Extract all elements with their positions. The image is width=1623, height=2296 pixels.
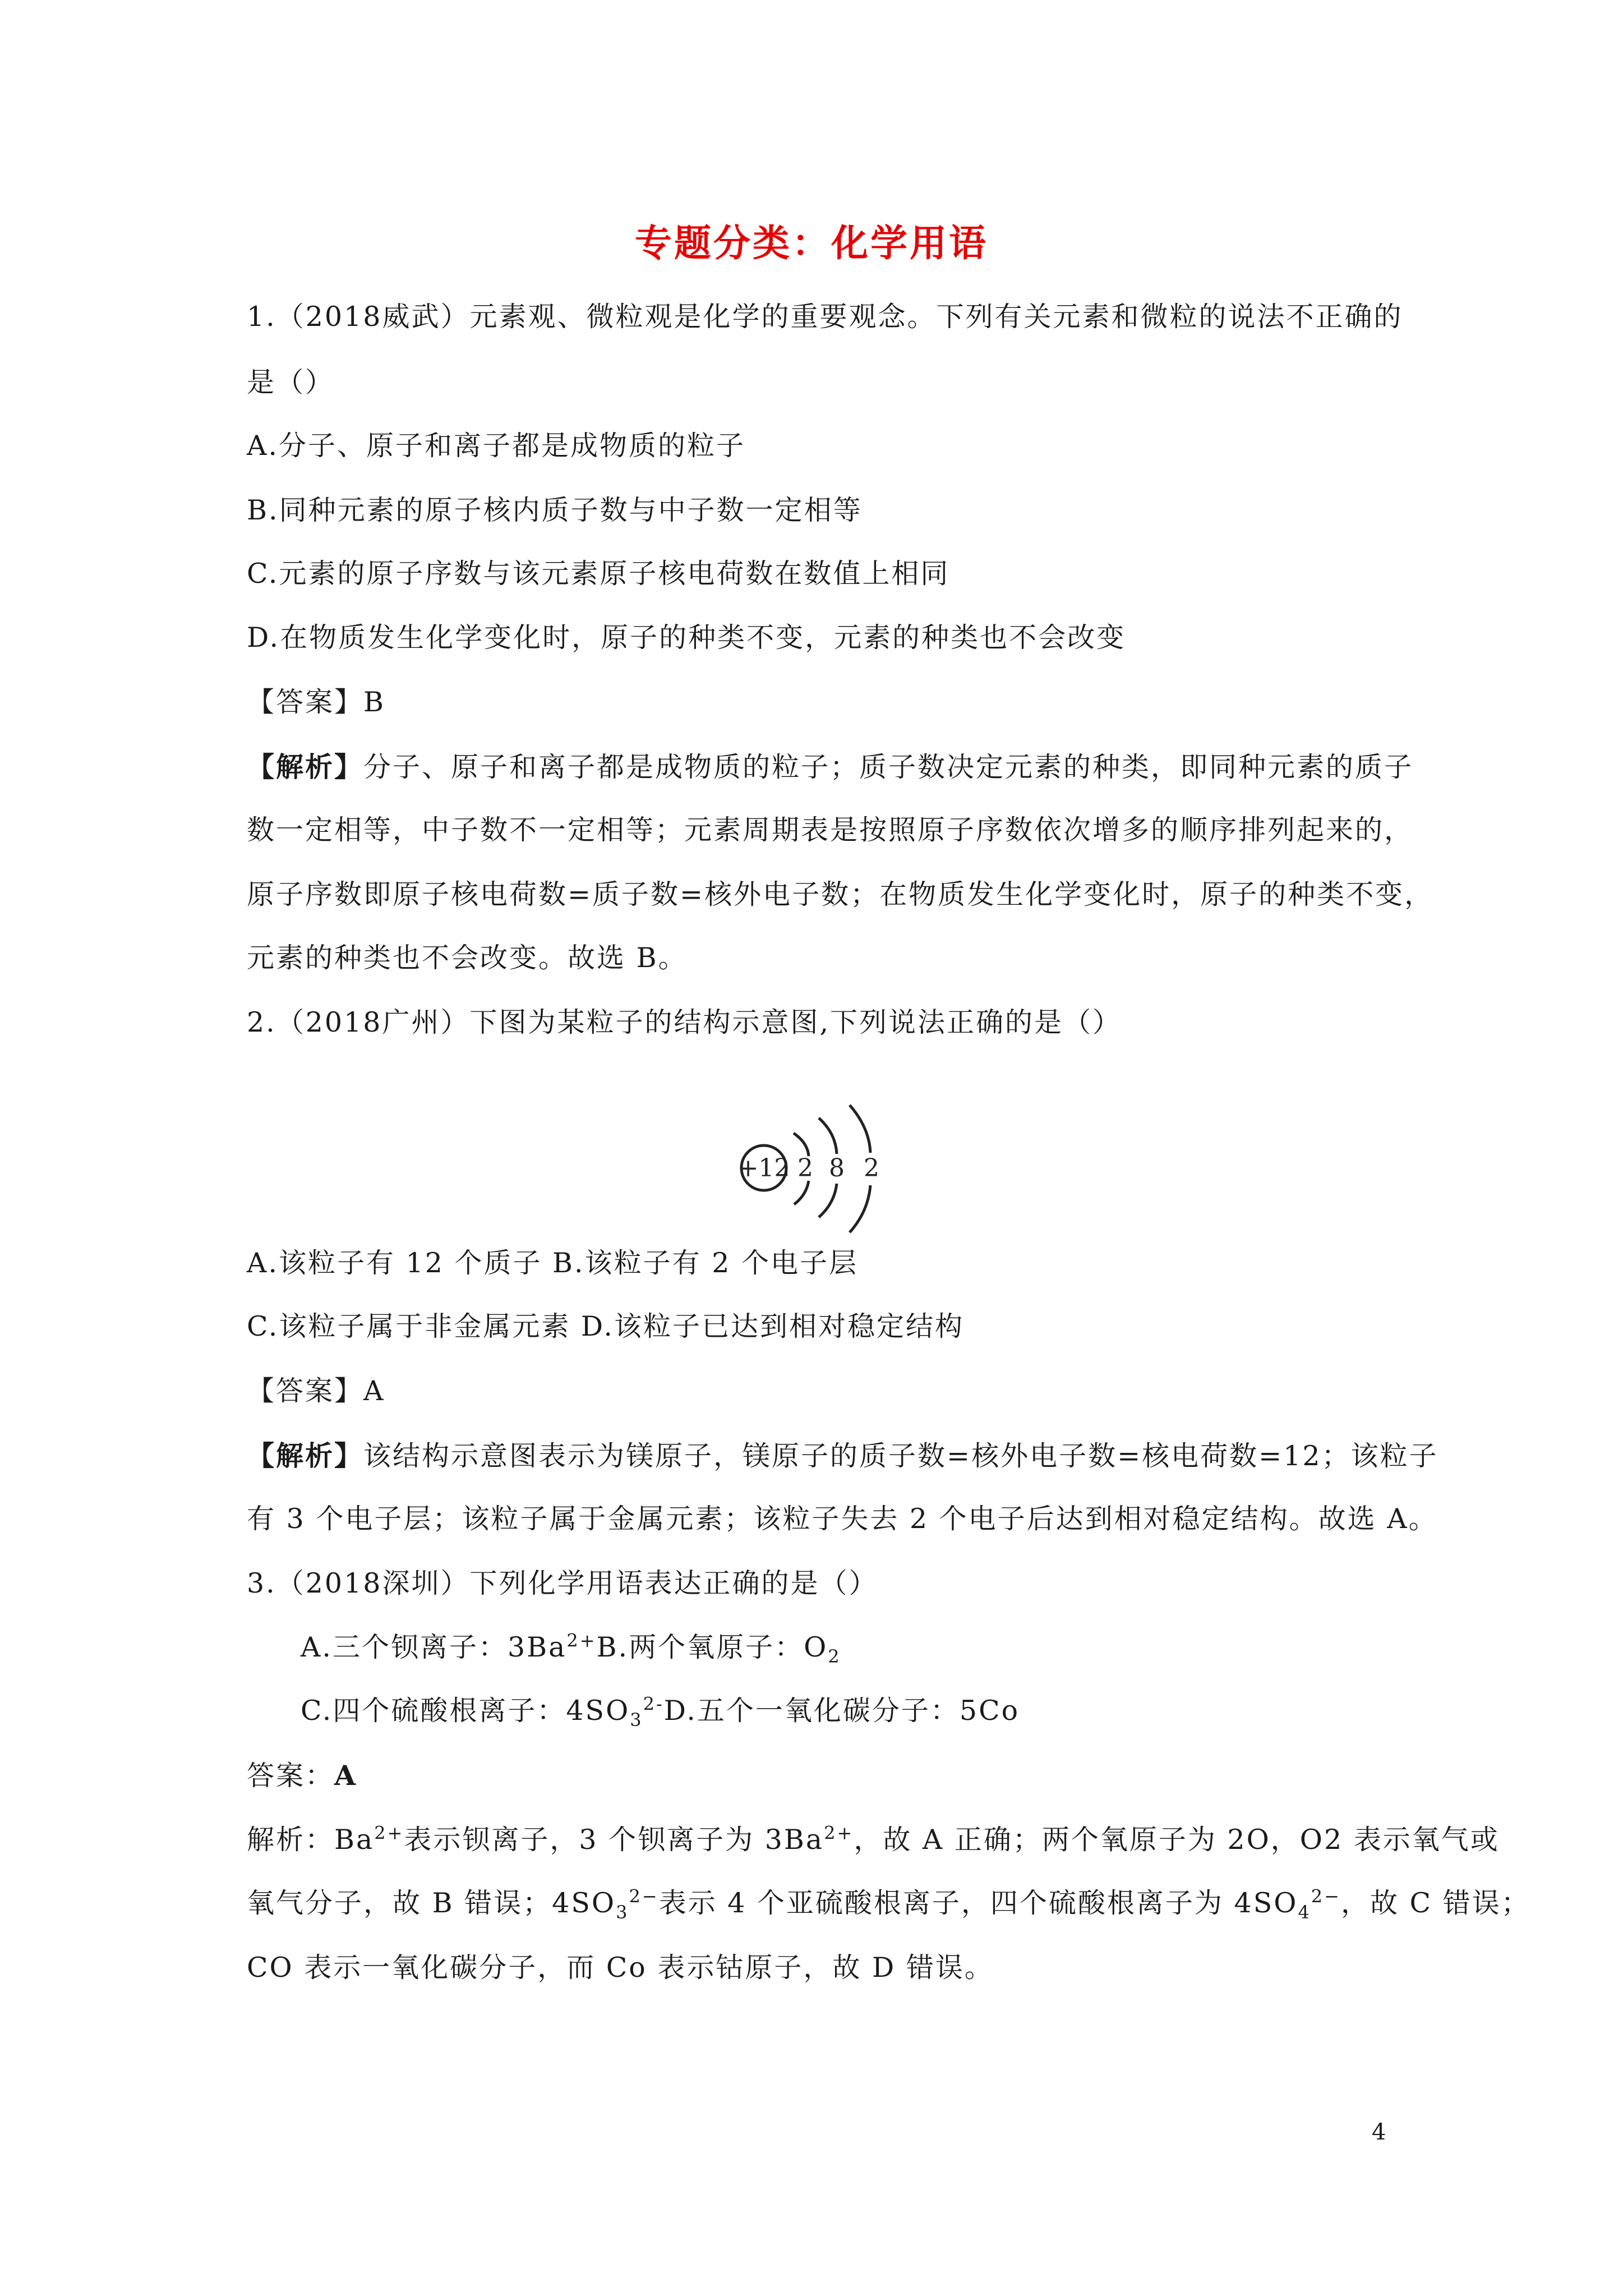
q3-answer-value: A: [334, 1759, 358, 1792]
q3-option-c-charge: 2-: [643, 1693, 664, 1715]
q3-option-c-subscript: 3: [630, 1709, 643, 1731]
q1-stem-line1: 1.（2018威武）元素观、微粒观是化学的重要观念。下列有关元素和微粒的说法不正确的: [247, 301, 1403, 333]
shell-arc-3-bottom: [850, 1185, 870, 1232]
q3-option-c: C.四个硫酸根离子：4SO: [301, 1695, 630, 1727]
q3-options-cd: [301, 1693, 1020, 1731]
q2-options-ab: A.该粒子有 12 个质子 B.该粒子有 2 个电子层: [247, 1247, 858, 1279]
q1-option-d: D.在物质发生化学变化时，原子的种类不变，元素的种类也不会改变: [247, 622, 1126, 654]
q3-analysis-line1: 解析：$Ba^{2+}$表示钡离子，3 个钡离子为 $3Ba^{2+}$，故 A 正确；两个氧原子为 2O，O2 表示氧气或: [247, 1822, 1500, 1856]
q1-option-b: B.同种元素的原子核内质子数与中子数一定相等: [247, 494, 863, 526]
q1-answer: 【答案】B: [247, 686, 386, 718]
page-title: 专题分类：化学用语: [635, 222, 988, 265]
q2-analysis-line1: [247, 1439, 1438, 1473]
q3-option-b-subscript: 2: [828, 1645, 841, 1667]
q1-stem-line2: 是（）: [247, 366, 335, 398]
shell-3-electrons: 2: [864, 1154, 879, 1182]
shell-1-electrons: 2: [797, 1154, 813, 1182]
nucleus-charge: +12: [737, 1154, 790, 1182]
shell-arc-2-bottom: [819, 1184, 837, 1217]
q3-stem: 3.（2018深圳）下列化学用语表达正确的是（）: [247, 1567, 878, 1599]
q3-option-b: B.两个氧原子：O: [596, 1631, 828, 1663]
q3-option-a-charge: 2+: [566, 1630, 597, 1651]
q3-analysis-line2: 氧气分子，故 B 错误；$4SO_3^{2-}$表示 4 个亚硫酸根离子，四个硫酸根离子为 $4SO_4^{2-}$，故 C 错误；: [247, 1885, 1530, 1923]
q2-analysis-label: 【解析】: [247, 1439, 364, 1472]
q1-option-a: A.分子、原子和离子都是成物质的粒子: [247, 430, 745, 462]
q1-option-c: C.元素的原子序数与该元素原子核电荷数在数值上相同: [247, 558, 950, 590]
q1-analysis-line1: [247, 750, 1413, 784]
q1-analysis-line4: 元素的种类也不会改变。故选 B。: [247, 942, 688, 974]
q1-analysis-line2: 数一定相等，中子数不一定相等；元素周期表是按照原子序数依次增多的顺序排列起来的，: [247, 814, 1414, 846]
page-number: 4: [1372, 2119, 1386, 2145]
q3-option-a: A.三个钡离子：3Ba: [301, 1631, 567, 1663]
q2-stem: 2.（2018广州）下图为某粒子的结构示意图,下列说法正确的是（）: [247, 1006, 1122, 1038]
shell-arc-3-top: [850, 1105, 870, 1153]
q1-analysis-line3: 原子序数即原子核电荷数=质子数=核外电子数；在物质发生化学变化时，原子的种类不变，: [247, 878, 1434, 910]
q2-analysis-text1: 该结构示意图表示为镁原子，镁原子的质子数=核外电子数=核电荷数=12；该粒子: [363, 1440, 1438, 1472]
shell-arc-1-bottom: [794, 1181, 809, 1204]
q3-option-d: D.五个一氧化碳分子：5Co: [663, 1695, 1020, 1727]
shell-arc-2-top: [819, 1118, 837, 1154]
q3-options-ab: [301, 1630, 841, 1667]
q2-answer: 【答案】A: [247, 1375, 385, 1407]
q3-analysis-line3: CO 表示一氧化碳分子，而 Co 表示钴原子，故 D 错误。: [247, 1952, 994, 1984]
shell-2-electrons: 8: [829, 1154, 845, 1182]
q1-analysis-text1: 分子、原子和离子都是成物质的粒子；质子数决定元素的种类，即同种元素的质子: [363, 751, 1414, 783]
q2-analysis-line2: 有 3 个电子层；该粒子属于金属元素；该粒子失去 2 个电子后达到相对稳定结构。故选 A。: [247, 1503, 1438, 1535]
q3-answer-label: 答案：: [247, 1760, 335, 1792]
shell-arc-1-top: [794, 1133, 809, 1156]
atom-structure-diagram: [735, 1102, 903, 1237]
q3-answer: [247, 1759, 357, 1793]
q2-options-cd: C.该粒子属于非金属元素 D.该粒子已达到相对稳定结构: [247, 1310, 965, 1342]
q1-analysis-label: 【解析】: [247, 751, 364, 783]
